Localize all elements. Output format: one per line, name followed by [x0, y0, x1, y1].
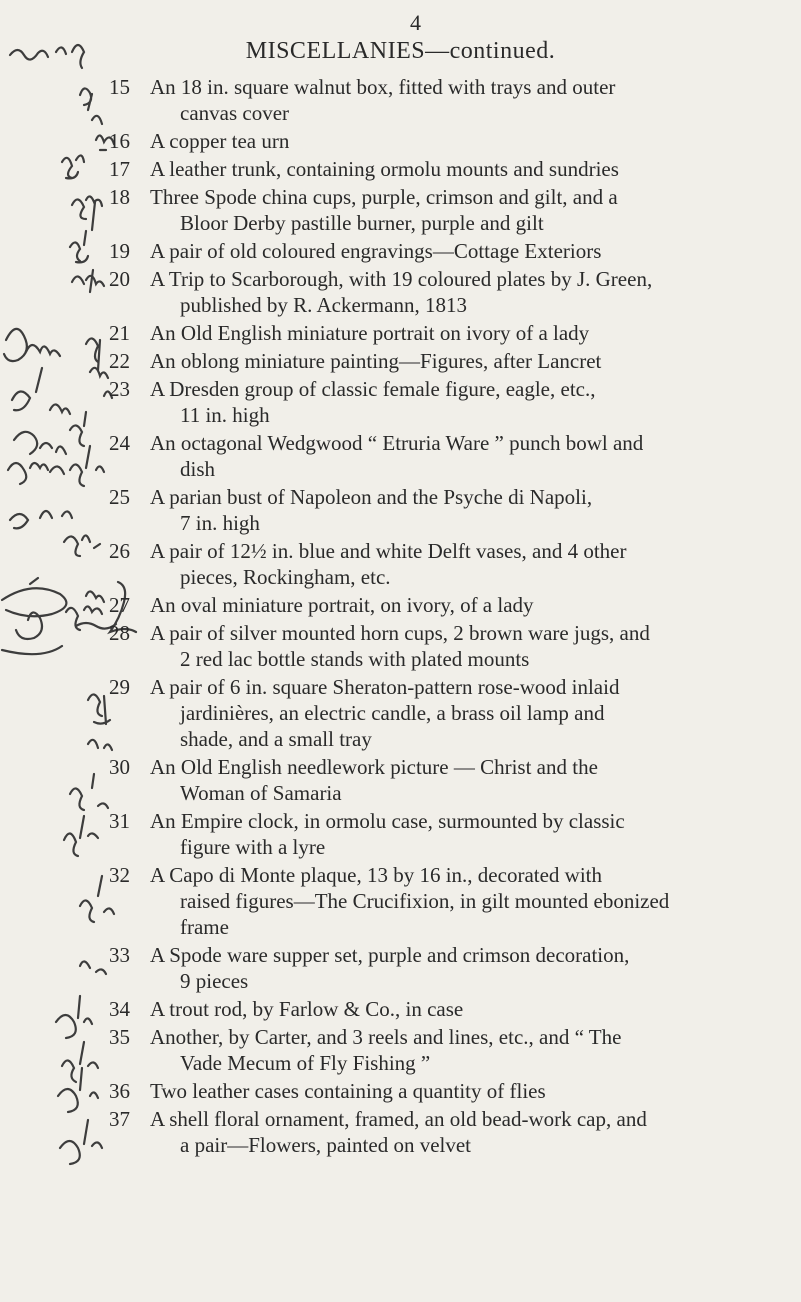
lot-description	[150, 808, 786, 860]
lot-description-line: A leather trunk, containing ormolu mounts and sundries	[150, 157, 619, 181]
lot-number: 27	[109, 593, 130, 617]
lot-description	[150, 592, 786, 618]
lot-description	[150, 128, 786, 154]
lot-description-line: A Capo di Monte plaque, 13 by 16 in., decorated with	[150, 863, 603, 887]
lot-number: 16	[109, 129, 130, 153]
lot-number: 33	[109, 943, 130, 967]
lot-entry	[0, 808, 801, 860]
lot-description-line: A Dresden group of classic female figure, eagle, etc.,	[150, 377, 596, 401]
lot-description-line: A Trip to Scarborough, with 19 coloured plates by J. Green,	[150, 267, 653, 291]
lot-description-continuation: shade, and a small tray	[180, 727, 372, 751]
lot-entry	[0, 592, 801, 618]
lot-entry	[0, 238, 801, 264]
lot-description-continuation: frame	[180, 915, 229, 939]
page-number: 4	[410, 10, 421, 35]
lot-entry	[0, 1024, 801, 1076]
lot-description-continuation: raised figures—The Crucifixion, in gilt mounted ebonized	[180, 889, 670, 913]
lot-list	[0, 74, 801, 1160]
lot-description-continuation: 7 in. high	[180, 511, 260, 535]
lot-description	[150, 942, 786, 994]
lot-number: 21	[109, 321, 130, 345]
lot-entry	[0, 1078, 801, 1104]
lot-description	[150, 1106, 786, 1158]
lot-entry	[0, 942, 801, 994]
lot-description-continuation: 9 pieces	[180, 969, 249, 993]
lot-entry	[0, 484, 801, 536]
lot-entry	[0, 538, 801, 590]
lot-description-line: A parian bust of Napoleon and the Psyche di Napoli,	[150, 485, 593, 509]
lot-description	[150, 74, 786, 126]
lot-number: 28	[109, 621, 130, 645]
lot-number: 24	[109, 431, 130, 455]
lot-description-continuation: figure with a lyre	[180, 835, 326, 859]
lot-number: 20	[109, 267, 130, 291]
lot-number: 34	[109, 997, 130, 1021]
lot-description-line: An Empire clock, in ormolu case, surmounted by classic	[150, 809, 625, 833]
lot-description	[150, 238, 786, 264]
lot-description-line: A copper tea urn	[150, 129, 290, 153]
lot-description-line: An Old English needlework picture — Christ and the	[150, 755, 598, 779]
lot-description-line: A pair of old coloured engravings—Cottage Exteriors	[150, 239, 602, 263]
lot-description	[150, 376, 786, 428]
lot-number: 15	[109, 75, 130, 99]
lot-description-line: An oval miniature portrait, on ivory, of a lady	[150, 593, 534, 617]
lot-entry	[0, 674, 801, 752]
lot-description-continuation: 11 in. high	[180, 403, 270, 427]
lot-entry	[0, 156, 801, 182]
lot-description	[150, 674, 786, 752]
lot-entry	[0, 1106, 801, 1158]
lot-description-line: An 18 in. square walnut box, fitted with trays and outer	[150, 75, 616, 99]
lot-description-line: Two leather cases containing a quantity of flies	[150, 1079, 546, 1103]
lot-description-continuation: Woman of Samaria	[180, 781, 342, 805]
lot-number: 36	[109, 1079, 130, 1103]
lot-description-line: An Old English miniature portrait on ivory of a lady	[150, 321, 590, 345]
lot-description-continuation: published by R. Ackermann, 1813	[180, 293, 467, 317]
lot-entry	[0, 376, 801, 428]
lot-description	[150, 862, 786, 940]
lot-entry	[0, 754, 801, 806]
lot-entry	[0, 184, 801, 236]
lot-entry	[0, 128, 801, 154]
lot-number: 31	[109, 809, 130, 833]
lot-description-line: A Spode ware supper set, purple and crimson decoration,	[150, 943, 630, 967]
lot-number: 35	[109, 1025, 130, 1049]
lot-description-continuation: canvas cover	[180, 101, 290, 125]
lot-description-continuation: 2 red lac bottle stands with plated mounts	[180, 647, 530, 671]
lot-description	[150, 1078, 786, 1104]
lot-number: 29	[109, 675, 130, 699]
lot-number: 18	[109, 185, 130, 209]
lot-description-continuation: pieces, Rockingham, etc.	[180, 565, 391, 589]
lot-description-line: A pair of 12½ in. blue and white Delft vases, and 4 other	[150, 539, 627, 563]
lot-description	[150, 266, 786, 318]
lot-entry	[0, 74, 801, 126]
lot-number: 32	[109, 863, 130, 887]
lot-number: 19	[109, 239, 130, 263]
lot-description-line: A shell floral ornament, framed, an old bead-work cap, and	[150, 1107, 647, 1131]
lot-description	[150, 484, 786, 536]
lot-description-line: A trout rod, by Farlow & Co., in case	[150, 997, 464, 1021]
lot-description-continuation: jardinières, an electric candle, a brass oil lamp and	[180, 701, 605, 725]
lot-entry	[0, 430, 801, 482]
lot-description-line: An octagonal Wedgwood “ Etruria Ware ” punch bowl and	[150, 431, 644, 455]
lot-description	[150, 620, 786, 672]
lot-entry	[0, 862, 801, 940]
lot-description	[150, 320, 786, 346]
lot-description	[150, 754, 786, 806]
lot-number: 22	[109, 349, 130, 373]
lot-description	[150, 430, 786, 482]
lot-entry	[0, 348, 801, 374]
lot-description	[150, 538, 786, 590]
lot-description-line: A pair of silver mounted horn cups, 2 brown ware jugs, and	[150, 621, 650, 645]
lot-description	[150, 348, 786, 374]
lot-description-line: An oblong miniature painting—Figures, after Lancret	[150, 349, 602, 373]
lot-description	[150, 996, 786, 1022]
section-heading: MISCELLANIES—continued.	[245, 38, 556, 64]
lot-description-continuation: a pair—Flowers, painted on velvet	[180, 1133, 472, 1157]
lot-entry	[0, 320, 801, 346]
lot-description-line: Another, by Carter, and 3 reels and lines, etc., and “ The	[150, 1025, 622, 1049]
lot-entry	[0, 266, 801, 318]
lot-description	[150, 1024, 786, 1076]
lot-description-line: Three Spode china cups, purple, crimson and gilt, and a	[150, 185, 618, 209]
lot-description-line: A pair of 6 in. square Sheraton-pattern rose-wood inlaid	[150, 675, 620, 699]
lot-number: 37	[109, 1107, 130, 1131]
lot-number: 17	[109, 157, 130, 181]
lot-entry	[0, 996, 801, 1022]
lot-description	[150, 156, 786, 182]
lot-number: 25	[109, 485, 130, 509]
lot-description-continuation: dish	[180, 457, 216, 481]
lot-description-continuation: Vade Mecum of Fly Fishing ”	[180, 1051, 431, 1075]
lot-number: 30	[109, 755, 130, 779]
lot-description-continuation: Bloor Derby pastille burner, purple and gilt	[180, 211, 544, 235]
lot-number: 23	[109, 377, 130, 401]
lot-entry	[0, 620, 801, 672]
lot-number: 26	[109, 539, 130, 563]
lot-description	[150, 184, 786, 236]
